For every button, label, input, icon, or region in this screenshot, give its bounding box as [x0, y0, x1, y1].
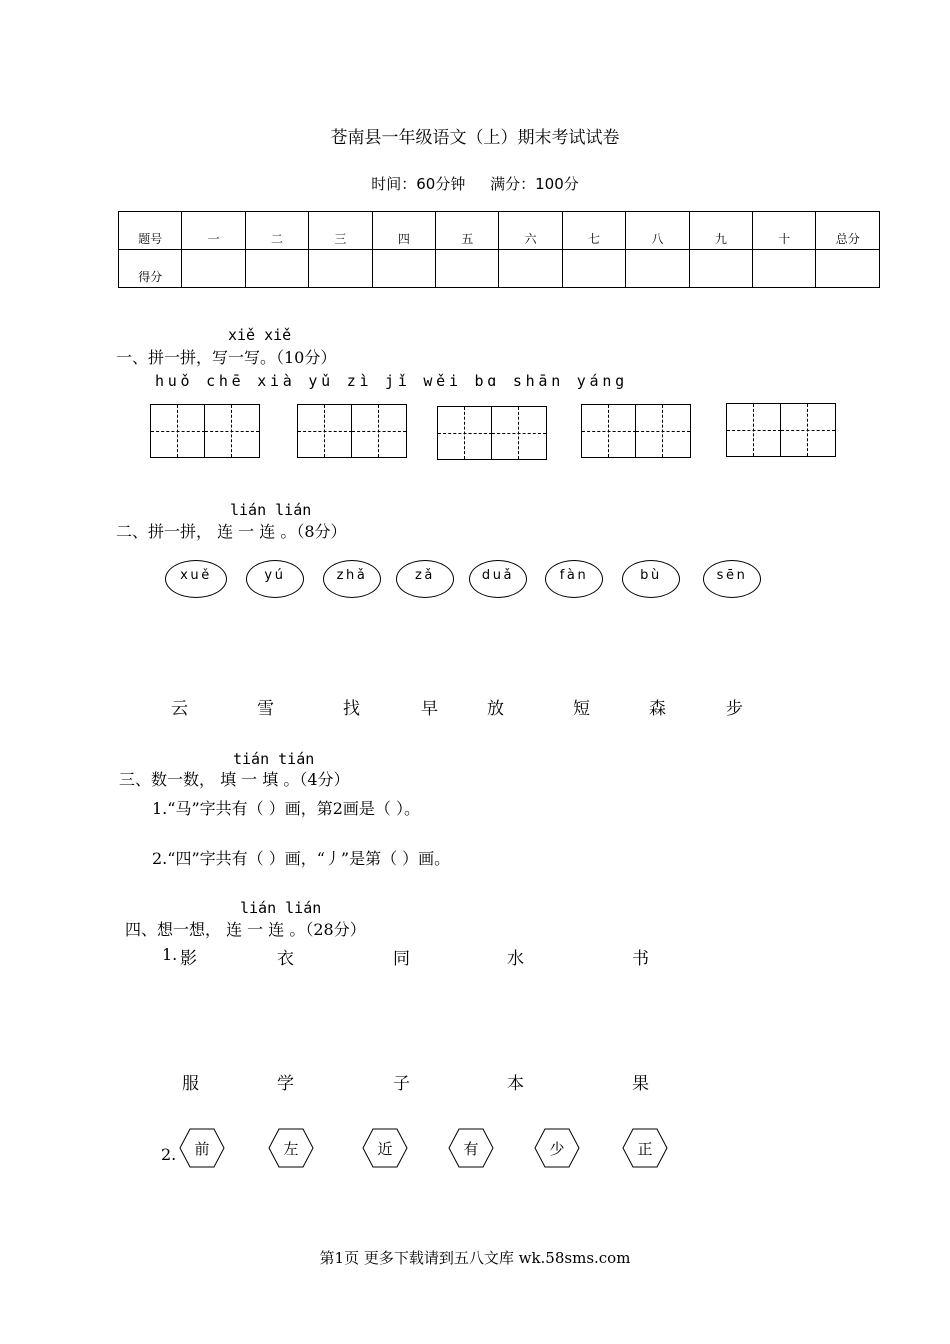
hexagon-char: 前: [194, 1140, 210, 1158]
score-cell[interactable]: [499, 250, 562, 288]
q3-item-1[interactable]: 1.“马”字共有（ ）画，第2画是（ ）。: [152, 799, 420, 818]
q4-bottom-char[interactable]: 本: [507, 1074, 524, 1094]
score-header-cell: 八: [626, 212, 689, 250]
full-score: 满分：100分: [490, 175, 579, 193]
hexagon-card[interactable]: [362, 1128, 408, 1168]
hexagon-char: 正: [637, 1140, 653, 1158]
hexagon-card[interactable]: [268, 1128, 314, 1168]
q2-char[interactable]: 雪: [257, 699, 274, 719]
pinyin-oval[interactable]: xuě: [165, 560, 227, 598]
hexagon-card[interactable]: [448, 1128, 494, 1168]
hexagon-char: 左: [283, 1140, 299, 1158]
score-header-cell: 七: [562, 212, 625, 250]
q2-char[interactable]: 云: [171, 699, 188, 719]
q3-heading: 三、数一数， 填 一 填 。（4分）: [119, 770, 350, 789]
q4-top-char[interactable]: 书: [632, 949, 649, 969]
pinyin-oval[interactable]: fàn: [545, 560, 603, 598]
score-cell[interactable]: [436, 250, 499, 288]
q2-char[interactable]: 找: [343, 699, 360, 719]
q3-ruby: tián tián: [233, 750, 315, 768]
hexagon-card[interactable]: [179, 1128, 225, 1168]
q4-part1-label: 1.: [162, 945, 178, 964]
q2-char[interactable]: 森: [649, 699, 666, 719]
hexagon-card[interactable]: [622, 1128, 668, 1168]
score-cell[interactable]: [245, 250, 308, 288]
q2-heading: 二、拼一拼， 连 一 连 。（8分）: [116, 522, 347, 541]
pinyin-oval[interactable]: zǎ: [396, 560, 454, 598]
q1-heading: 一、拼一拼，写一写。（10分）: [116, 348, 337, 367]
hexagon-char: 少: [549, 1140, 565, 1158]
q4-bottom-char[interactable]: 服: [182, 1074, 199, 1094]
time-limit: 时间：60分钟: [371, 175, 466, 193]
score-table-header-row: [119, 212, 880, 250]
q4-bottom-char[interactable]: 学: [277, 1074, 294, 1094]
score-row-label: 得分: [119, 250, 182, 288]
score-header-cell: 五: [436, 212, 499, 250]
q4-top-char[interactable]: 衣: [277, 949, 294, 969]
exam-meta: [0, 173, 950, 194]
score-table-score-row: [119, 250, 880, 288]
q2-ruby: lián lián: [230, 501, 312, 519]
score-header-cell: 十: [753, 212, 816, 250]
writing-grid-1[interactable]: [150, 404, 260, 458]
score-cell[interactable]: [562, 250, 625, 288]
pinyin-oval[interactable]: duǎ: [469, 560, 527, 598]
q4-bottom-char[interactable]: 子: [393, 1074, 410, 1094]
q1-ruby: xiě xiě: [228, 326, 292, 344]
q3-item-2[interactable]: 2.“四”字共有（ ）画，“丿”是第（ ）画。: [152, 849, 451, 868]
page-title: 苍南县一年级语文（上）期末考试试卷: [330, 128, 620, 148]
score-cell[interactable]: [182, 250, 245, 288]
writing-grid-2[interactable]: [297, 404, 407, 458]
q4-heading: 四、想一想， 连 一 连 。（28分）: [125, 920, 366, 939]
pinyin-oval[interactable]: bù: [622, 560, 680, 598]
score-header-cell: 题号: [119, 212, 182, 250]
writing-grid-4[interactable]: [581, 404, 691, 458]
q2-char[interactable]: 短: [573, 699, 590, 719]
score-cell[interactable]: [626, 250, 689, 288]
score-header-cell: 九: [689, 212, 752, 250]
writing-grid-5[interactable]: [726, 403, 836, 457]
score-table: [118, 211, 880, 288]
q4-top-char[interactable]: 同: [393, 949, 410, 969]
score-cell[interactable]: [816, 250, 880, 288]
score-header-cell: 一: [182, 212, 245, 250]
hexagon-char: 近: [377, 1140, 393, 1158]
score-cell[interactable]: [689, 250, 752, 288]
score-header-cell: 四: [372, 212, 435, 250]
q2-char[interactable]: 早: [421, 699, 438, 719]
page-footer: 第1页 更多下载请到五八文库 wk.58sms.com: [319, 1249, 631, 1267]
score-header-cell: 六: [499, 212, 562, 250]
q4-bottom-char[interactable]: 果: [632, 1074, 649, 1094]
score-header-cell: 三: [309, 212, 372, 250]
q4-part2-label: 2.: [161, 1145, 177, 1164]
score-cell[interactable]: [309, 250, 372, 288]
q4-ruby: lián lián: [240, 899, 322, 917]
pinyin-oval[interactable]: yú: [246, 560, 304, 598]
score-cell[interactable]: [372, 250, 435, 288]
pinyin-oval[interactable]: zhǎ: [323, 560, 381, 598]
q2-char[interactable]: 步: [726, 699, 743, 719]
hexagon-char: 有: [463, 1140, 479, 1158]
score-header-cell: 总分: [816, 212, 880, 250]
q1-pinyin-row: huǒ chē xià yǔ zì jǐ wěi bɑ shān yáng: [155, 372, 628, 390]
pinyin-oval[interactable]: sēn: [703, 560, 761, 598]
q4-top-char[interactable]: 影: [180, 949, 197, 969]
writing-grid-3[interactable]: [437, 406, 547, 460]
score-cell[interactable]: [753, 250, 816, 288]
q4-top-char[interactable]: 水: [507, 949, 524, 969]
score-header-cell: 二: [245, 212, 308, 250]
hexagon-card[interactable]: [534, 1128, 580, 1168]
q2-char[interactable]: 放: [487, 699, 504, 719]
